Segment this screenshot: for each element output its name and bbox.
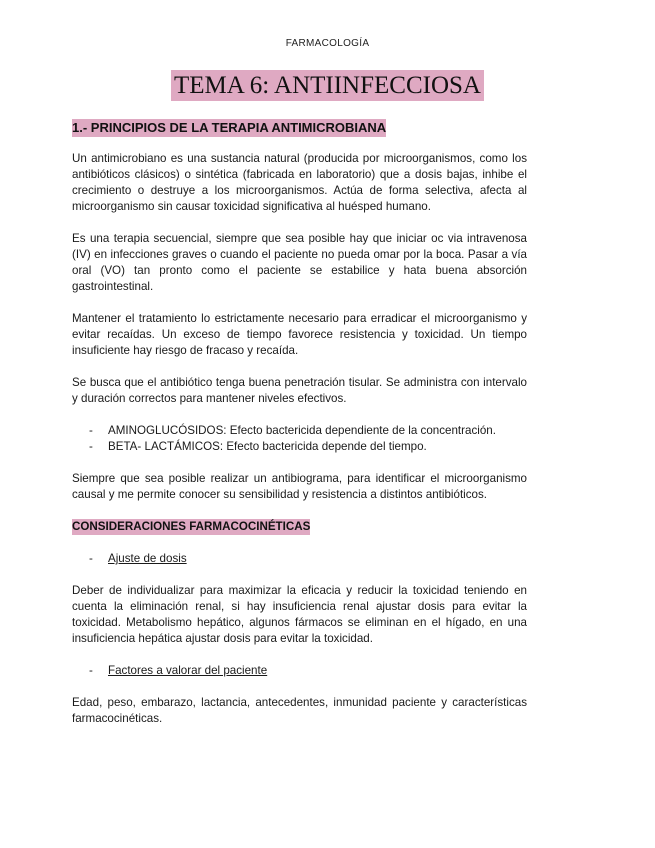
section2-heading-container xyxy=(72,519,527,535)
dash-marker: - xyxy=(89,424,93,437)
paragraph: Es una terapia secuencial, siempre que sea posible hay que iniciar oc via intravenosa (IV) en infecciones graves o cuando el paciente no pueda omar por la boca. Pasar a vía oral (VO) tan pronto como el paciente se estabilice y hata buena absorción gastrointestinal. xyxy=(72,232,527,293)
bullet-list xyxy=(72,423,527,455)
section1-heading-container xyxy=(72,119,527,137)
dash-marker: - xyxy=(89,552,93,565)
list-item-text: BETA- LACTÁMICOS: Efecto bactericida depende del tiempo. xyxy=(108,440,427,453)
paragraph: Edad, peso, embarazo, lactancia, antecedentes, inmunidad paciente y características farmacocinéticas. xyxy=(72,696,527,725)
subheading-ajuste-dosis: Ajuste de dosis xyxy=(108,552,187,565)
title-container xyxy=(0,70,655,101)
page-header: FARMACOLOGÍA xyxy=(285,38,370,49)
section2-heading: CONSIDERACIONES FARMACOCINÉTICAS xyxy=(72,520,311,533)
subheading-factores-paciente: Factores a valorar del paciente xyxy=(108,664,268,677)
document-body xyxy=(72,119,527,743)
list-item xyxy=(72,423,527,439)
paragraph: Un antimicrobiano es una sustancia natural (producida por microorganismos, como los antibióticos clásicos) o sintética (fabricada en laboratorio) que a dosis bajas, inhibe el crecimiento o destruye a los microorganismos. Actúa de forma selectiva, afecta al microorganismo sin causar toxicidad significativa al huésped humano. xyxy=(72,152,527,213)
paragraph: Se busca que el antibiótico tenga buena penetración tisular. Se administra con intervalo y duración correctos para mantener niveles efectivos. xyxy=(72,376,527,405)
list-item xyxy=(72,551,527,567)
subheading-list xyxy=(72,551,527,567)
list-item xyxy=(72,439,527,455)
section1-heading: 1.- PRINCIPIOS DE LA TERAPIA ANTIMICROBIANA xyxy=(72,120,387,135)
paragraph: Mantener el tratamiento lo estrictamente necesario para erradicar el microorganismo y evitar recaídas. Un exceso de tiempo favorece resistencia y toxicidad. Un tiempo insuficiente hay riesgo de fracaso y recaída. xyxy=(72,312,527,357)
document-title: TEMA 6: ANTIINFECCIOSA xyxy=(171,70,484,101)
paragraph: Siempre que sea posible realizar un antibiograma, para identificar el microorganismo causal y me permite conocer su sensibilidad y resistencia a distintos antibióticos. xyxy=(72,472,527,501)
dash-marker: - xyxy=(89,664,93,677)
list-item xyxy=(72,663,527,679)
subheading-list xyxy=(72,663,527,679)
dash-marker: - xyxy=(89,440,93,453)
list-item-text: AMINOGLUCÓSIDOS: Efecto bactericida dependiente de la concentración. xyxy=(108,424,496,437)
paragraph: Deber de individualizar para maximizar la eficacia y reducir la toxicidad teniendo en cuenta la eliminación renal, si hay insuficiencia renal ajustar dosis para evitar la toxicidad. Metabolismo hepático, algunos fármacos se eliminan en el hígado, en una insuficiencia hepática ajustar dosis para evitar la toxicidad. xyxy=(72,584,527,645)
